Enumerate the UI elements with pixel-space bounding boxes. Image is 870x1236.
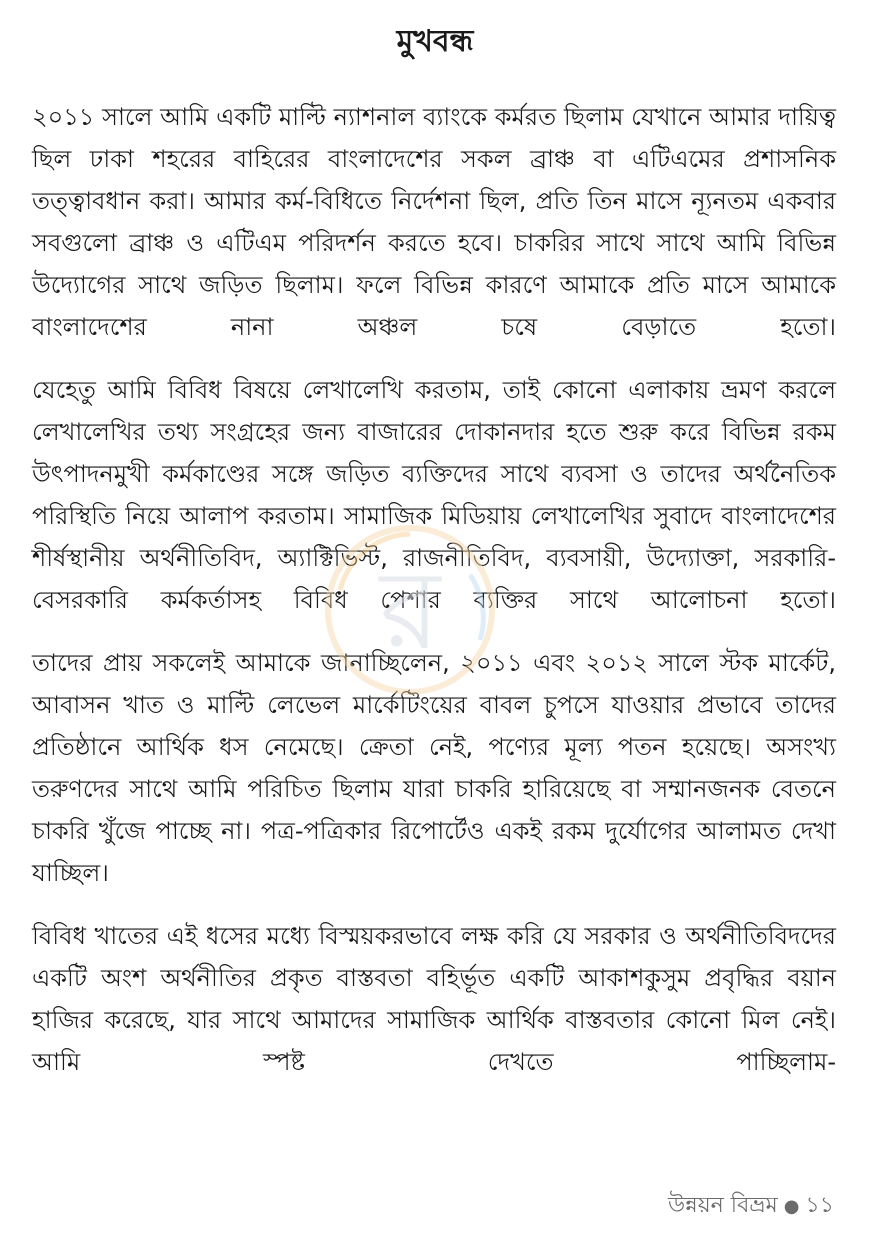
- bullet-dot-icon: ●: [783, 1196, 800, 1217]
- watermark-glyph: র: [379, 546, 441, 674]
- paragraph: বিবিধ খাতের এই ধসের মধ্যে বিস্ময়করভাবে লক্ষ করি যে সরকার ও অর্থনীতিবিদদের একটি অংশ অর্থনীতির প্রকৃত বাস্তবতা বহির্ভূত একটি আকাশকুসুম প্রবৃদ্ধির বয়ান হাজির করেছে, যার সাথে আমাদের সামাজিক আর্থিক বাস্তবতার কোনো মিল নেই। আমি স্পষ্ট দেখতে পাচ্ছিলাম-: [32, 922, 837, 1076]
- paragraph: ২০১১ সালে আমি একটি মাল্টি ন্যাশনাল ব্যাংকে কর্মরত ছিলাম যেখানে আমার দায়িত্ব ছিল ঢাকা শহরের বাহিরের বাংলাদেশের সকল ব্রাঞ্চ বা এটিএমের প্রশাসনিক তত্ত্বাবধান করা। আমার কর্ম-বিধিতে নির্দেশনা ছিল, প্রতি তিন মাসে ন্যূনতম একবার সবগুলো ব্রাঞ্চ ও এটিএম পরিদর্শন করতে হবে। চাকরির সাথে সাথে আমি বিভিন্ন উদ্যোগের সাথে জড়িত ছিলাম। ফলে বিভিন্ন কারণে আমাকে প্রতি মাসে আমাকে বাংলাদেশের নানা অঞ্চল চষে বেড়াতে হতো।: [32, 103, 836, 341]
- footer-book-title: উন্নয়ন বিভ্রম: [668, 1193, 778, 1218]
- paragraph: তাদের প্রায় সকলেই আমাকে জানাচ্ছিলেন, ২০১১ এবং ২০১২ সালে স্টক মার্কেট, আবাসন খাত ও মাল্টি লেভেল মার্কেটিংয়ের বাবল চুপসে যাওয়ার প্রভাবে তাদের প্রতিষ্ঠানে আর্থিক ধস নেমেছে। ক্রেতা নেই, পণ্যের মূল্য পতন হয়েছে। অসংখ্য তরুণদের সাথে আমি পরিচিত ছিলাম যারা চাকরি হারিয়েছে বা সম্মানজনক বেতনে চাকরি খুঁজে পাচ্ছে না। পত্র-পত্রিকার রিপোর্টেও একই রকম দুর্যোগের আলামত দেখা যাচ্ছিল।: [32, 649, 836, 887]
- page-title: মুখবন্ধ: [396, 24, 474, 59]
- body-text: [32, 96, 836, 1083]
- footer-page-number: ১১: [805, 1193, 834, 1218]
- page-footer: [668, 1190, 834, 1223]
- paragraph: যেহেতু আমি বিবিধ বিষয়ে লেখালেখি করতাম, তাই কোনো এলাকায় ভ্রমণ করলে লেখালেখির তথ্য সংগ্রহের জন্য বাজারের দোকানদার হতে শুরু করে বিভিন্ন রকম উৎপাদনমুখী কর্মকাণ্ডের সঙ্গে জড়িত ব্যক্তিদের সাথে ব্যবসা ও তাদের অর্থনৈতিক পরিস্থিতি নিয়ে আলাপ করতাম। সামাজিক মিডিয়ায় লেখালেখির সুবাদে বাংলাদেশের শীর্ষস্থানীয় অর্থনীতিবিদ, অ্যাক্টিভিস্ট, রাজনীতিবিদ, ব্যবসায়ী, উদ্যোক্তা, সরকারি-বেসরকারি কর্মকর্তাসহ বিবিধ পেশার ব্যক্তির সাথে আলোচনা হতো।: [32, 376, 836, 614]
